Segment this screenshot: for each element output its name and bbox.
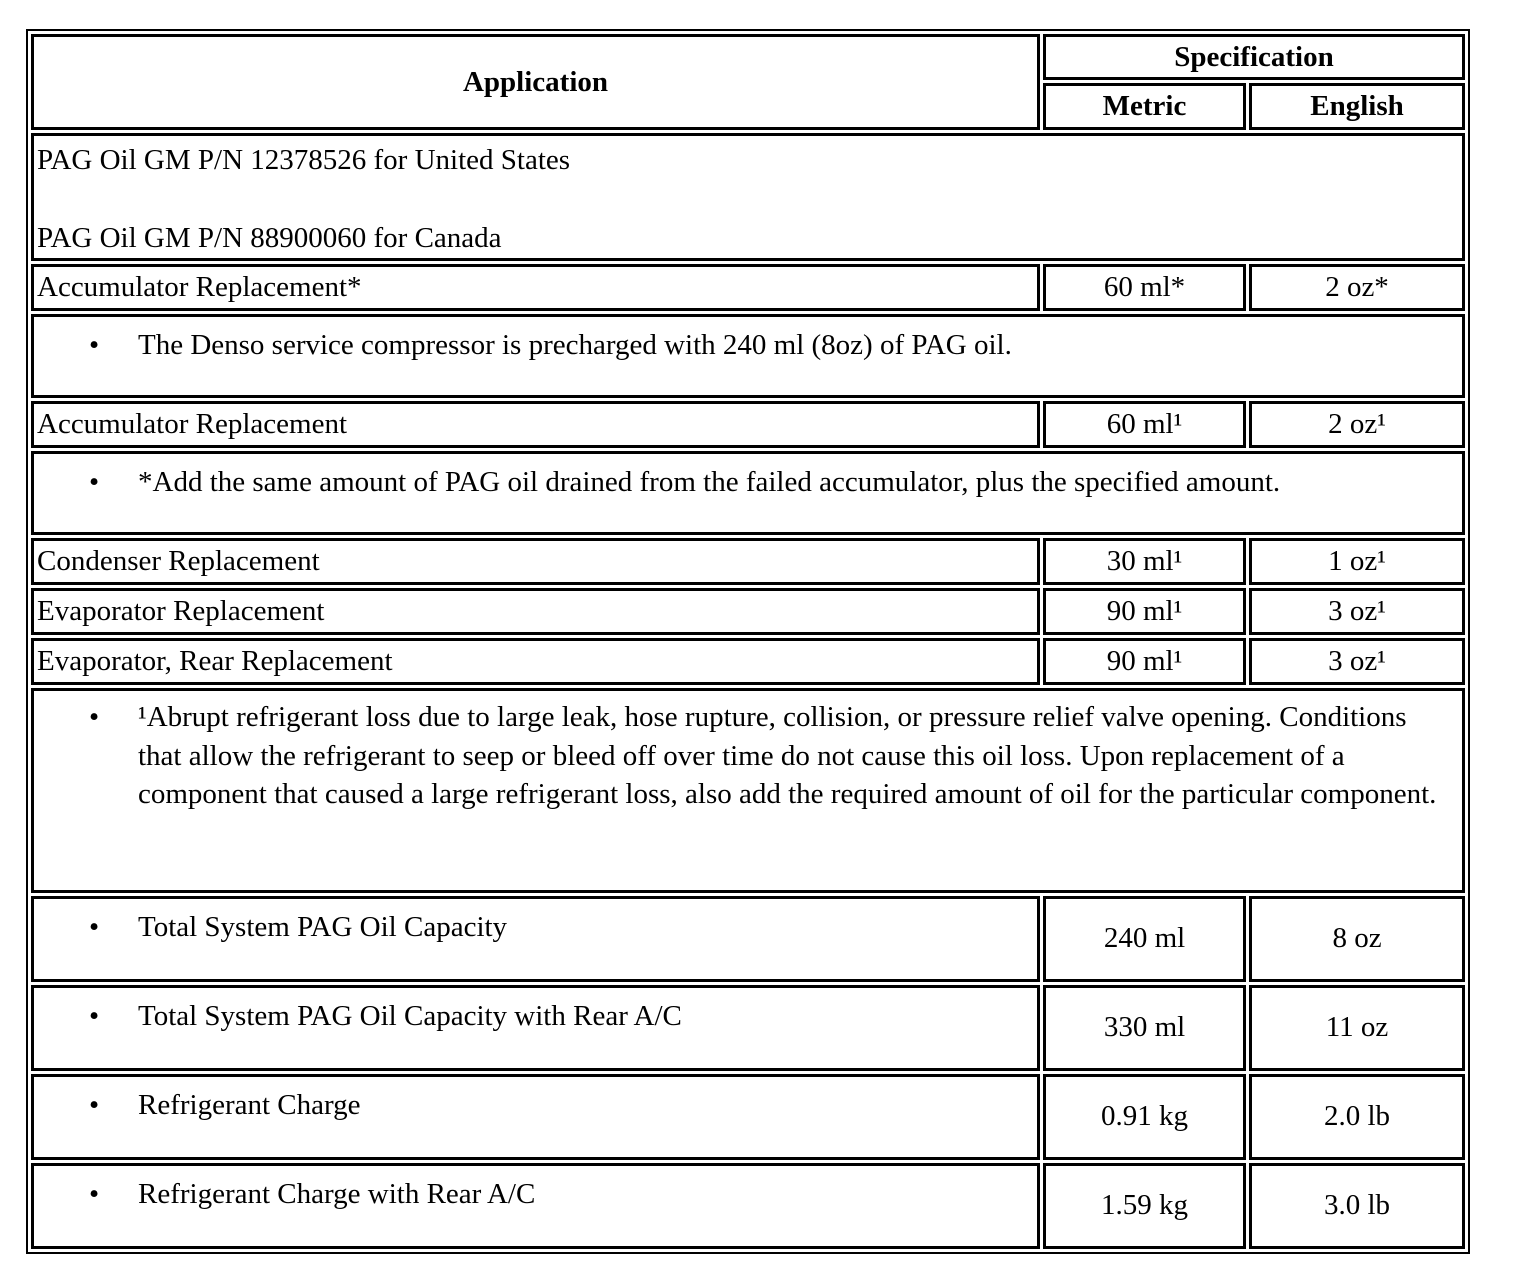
pag-oil-specifications-table	[26, 29, 1470, 1254]
application-cell: Accumulator Replacement	[31, 401, 1040, 448]
bullet-icon: •	[89, 328, 100, 361]
english-value-cell: 3 oz¹	[1249, 588, 1465, 635]
note-text: *Add the same amount of PAG oil drained from the failed accumulator, plus the specified amount.	[138, 465, 1281, 498]
note-row-denso-precharge	[31, 314, 1465, 398]
metric-value-cell: 90 ml¹	[1043, 588, 1246, 635]
note-text: The Denso service compressor is precharged with 240 ml (8oz) of PAG oil.	[138, 328, 1012, 361]
pag-oil-canada-line: PAG Oil GM P/N 88900060 for Canada	[37, 221, 502, 254]
application-cell	[31, 985, 1040, 1071]
english-value-cell: 1 oz¹	[1249, 538, 1465, 585]
note-row-abrupt-refrigerant-loss	[31, 688, 1465, 893]
bullet-icon: •	[89, 465, 100, 498]
application-cell: Evaporator Replacement	[31, 588, 1040, 635]
english-value-cell: 2.0 lb	[1249, 1074, 1465, 1160]
application-cell: Condenser Replacement	[31, 538, 1040, 585]
english-value-cell: 3.0 lb	[1249, 1163, 1465, 1249]
column-header-metric: Metric	[1043, 83, 1246, 130]
spec-row-total-system-pag-oil-capacity	[31, 896, 1465, 982]
pag-oil-part-numbers-row	[31, 133, 1465, 261]
english-value-cell: 2 oz*	[1249, 264, 1465, 311]
spec-row-refrigerant-charge-rear-ac	[31, 1163, 1465, 1249]
column-header-application: Application	[31, 34, 1040, 130]
english-value-cell: 3 oz¹	[1249, 638, 1465, 685]
pag-oil-us-line: PAG Oil GM P/N 12378526 for United States	[37, 144, 571, 176]
metric-value-cell: 0.91 kg	[1043, 1074, 1246, 1160]
metric-value-cell: 60 ml*	[1043, 264, 1246, 311]
spec-row-total-system-pag-oil-capacity-rear-ac	[31, 985, 1465, 1071]
metric-value-cell: 330 ml	[1043, 985, 1246, 1071]
application-cell	[31, 1163, 1040, 1249]
english-value-cell: 11 oz	[1249, 985, 1465, 1071]
spec-row-accumulator-replacement	[31, 401, 1465, 448]
metric-value-cell: 30 ml¹	[1043, 538, 1246, 585]
english-value-cell: 2 oz¹	[1249, 401, 1465, 448]
metric-value-cell: 60 ml¹	[1043, 401, 1246, 448]
metric-value-cell: 1.59 kg	[1043, 1163, 1246, 1249]
header-row	[31, 34, 1465, 80]
application-cell: Evaporator, Rear Replacement	[31, 638, 1040, 685]
note-cell	[31, 314, 1465, 398]
note-text: ¹Abrupt refrigerant loss due to large leak, hose rupture, collision, or pressure relief valve opening. Conditions that allow the refrigerant to seep or bleed off over time do not cause this oil loss. Upon replacement of a component that caused a large refrigerant loss, also add the required amount of oil for the particular component.	[138, 700, 1437, 811]
bullet-icon: •	[89, 999, 100, 1032]
bullet-icon: •	[89, 1177, 100, 1210]
metric-value-cell: 90 ml¹	[1043, 638, 1246, 685]
spec-row-accumulator-replacement-asterisk	[31, 264, 1465, 311]
bullet-icon: •	[89, 1088, 100, 1121]
pag-oil-part-numbers-cell	[31, 133, 1465, 261]
column-header-english: English	[1249, 83, 1465, 130]
note-cell	[31, 688, 1465, 893]
metric-value-cell: 240 ml	[1043, 896, 1246, 982]
bullet-icon: •	[89, 700, 100, 733]
spec-row-refrigerant-charge	[31, 1074, 1465, 1160]
application-cell: Accumulator Replacement*	[31, 264, 1040, 311]
spec-row-evaporator-replacement	[31, 588, 1465, 635]
bullet-icon: •	[89, 910, 100, 943]
application-cell	[31, 1074, 1040, 1160]
english-value-cell: 8 oz	[1249, 896, 1465, 982]
application-cell	[31, 896, 1040, 982]
note-row-add-same-amount	[31, 451, 1465, 535]
spec-row-evaporator-rear-replacement	[31, 638, 1465, 685]
application-label: Refrigerant Charge with Rear A/C	[138, 1177, 536, 1210]
application-label: Total System PAG Oil Capacity	[138, 910, 508, 943]
spec-row-condenser-replacement	[31, 538, 1465, 585]
application-label: Refrigerant Charge	[138, 1088, 361, 1121]
column-header-specification: Specification	[1043, 34, 1465, 80]
application-label: Total System PAG Oil Capacity with Rear A/C	[138, 999, 682, 1032]
note-cell	[31, 451, 1465, 535]
